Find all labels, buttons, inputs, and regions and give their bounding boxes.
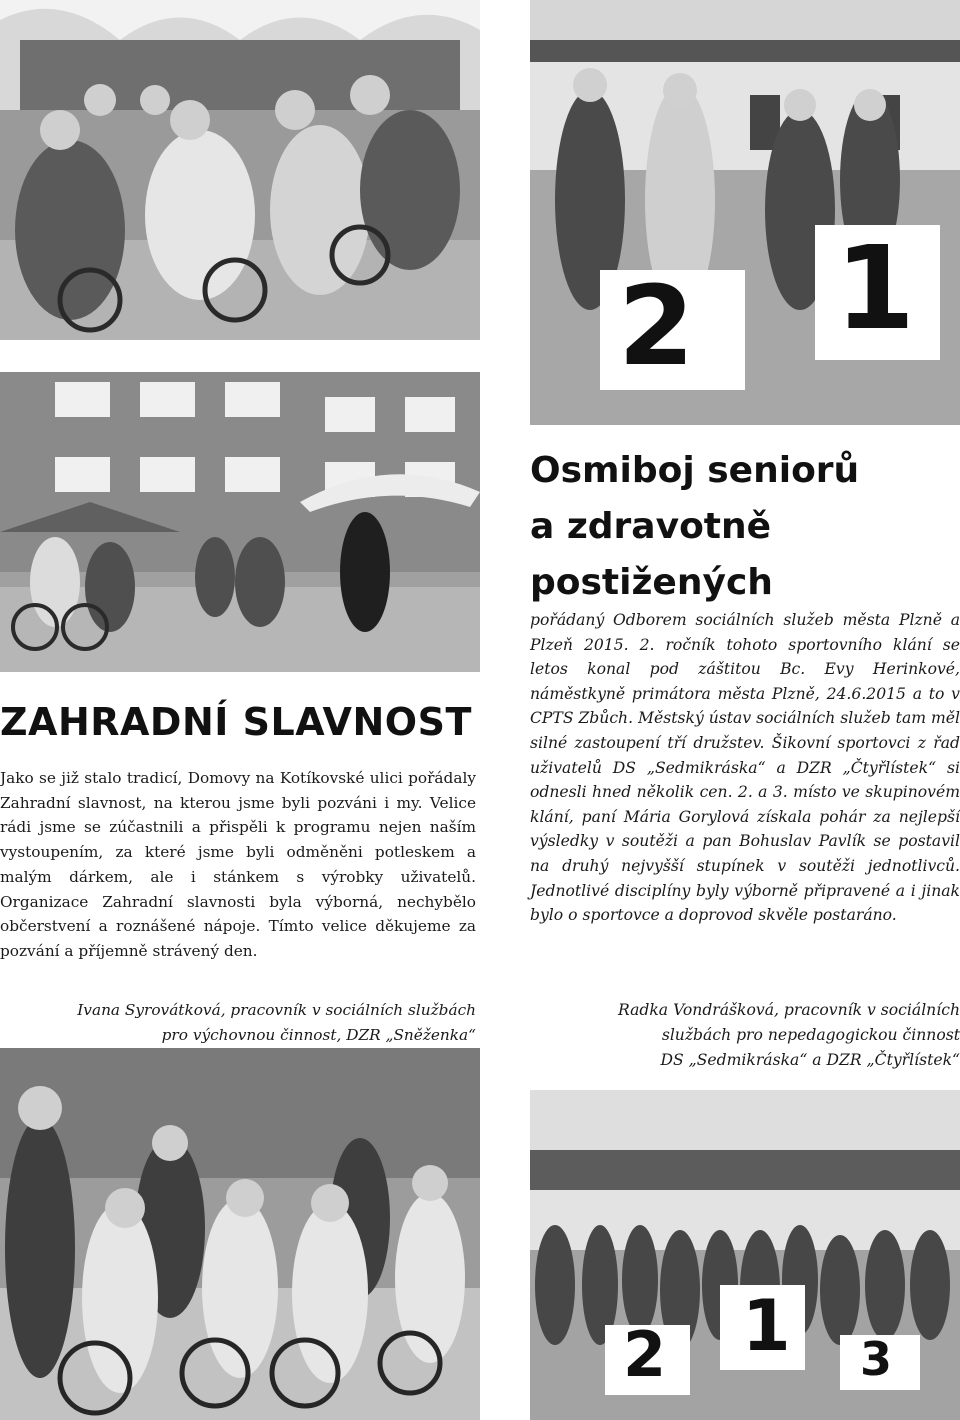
group-podium-number-3: 3: [860, 1332, 893, 1386]
right-title-line: Osmiboj seniorů: [530, 450, 860, 491]
right-signature-line: službách pro nepedagogickou činnost: [661, 1026, 960, 1044]
podium-number-1: 1: [835, 222, 916, 356]
left-article-title: ZAHRADNÍ SLAVNOST: [0, 700, 472, 744]
group-podium-number-2: 2: [623, 1318, 667, 1391]
left-article-body: Jako se již stalo tradicí, Domovy na Kotíkovské ulici pořádaly Zahradní slavnost, na kterou jsme byli pozváni i my. Velice rádi jsme se zúčastnili a přispěli k programu nejen naším vystoupením, za které jsme byli odměněni potleskem a malým dárkem, ale i stánkem s výrobky uživatelů. Organizace Zahradní slavnosti byla výborná, nechybělo občerstvení a roznášené nápoje. Tímto velice děkujeme za pozvání a příjemně strávený den.: [0, 769, 476, 960]
right-article-body: pořádaný Odborem sociálních služeb města Plzně a Plzeň 2015. 2. ročník tohoto sportovního klání se letos konal pod záštitou Bc. Evy Herinkové, náměstkyně primátora města Plzně, 24.6.2015 a to v CPTS Zbůch. Městský ústav sociálních služeb tam měl silné zastoupení tří družstev. Šikovní sportovci z řad uživatelů DS „Sedmikráska“ a DZR „Čtyřlístek“ si odnesli hned několik cen. 2. a 3. místo ve skupinovém klání, paní Mária Gorylová získala pohár za nejlepší výsledky v soutěži a pan Bohuslav Pavlík se postavil na druhý nejvyšší stupínek v soutěži jednotlivců. Jednotlivé disciplíny byly výborně připravené a i jinak bylo o sportovce a doprovod skvěle postaráno.: [530, 611, 960, 925]
right-article-signature: [530, 998, 960, 1073]
right-article-title: [530, 443, 960, 611]
right-signature-line: Radka Vondrášková, pracovník v sociálních: [617, 1001, 960, 1019]
right-title-line: postižených: [530, 562, 773, 603]
photo-group-wheelchairs: [0, 1048, 480, 1420]
photo-garden-party-building: [0, 372, 480, 672]
photo-winners-podium: [530, 0, 960, 425]
left-article-signature: [0, 998, 476, 1048]
group-podium-number-1: 1: [742, 1285, 791, 1367]
photo-group-podium: [530, 1090, 960, 1420]
left-signature-line: pro výchovnou činnost, DZR „Sněženka“: [161, 1026, 476, 1044]
photo-garden-party-tent: [0, 0, 480, 340]
left-signature-line: Ivana Syrovátková, pracovník v sociálních službách: [77, 1001, 476, 1019]
podium-number-2: 2: [618, 262, 695, 390]
right-signature-line: DS „Sedmikráska“ a DZR „Čtyřlístek“: [660, 1051, 960, 1069]
right-title-line: a zdravotně: [530, 506, 772, 547]
